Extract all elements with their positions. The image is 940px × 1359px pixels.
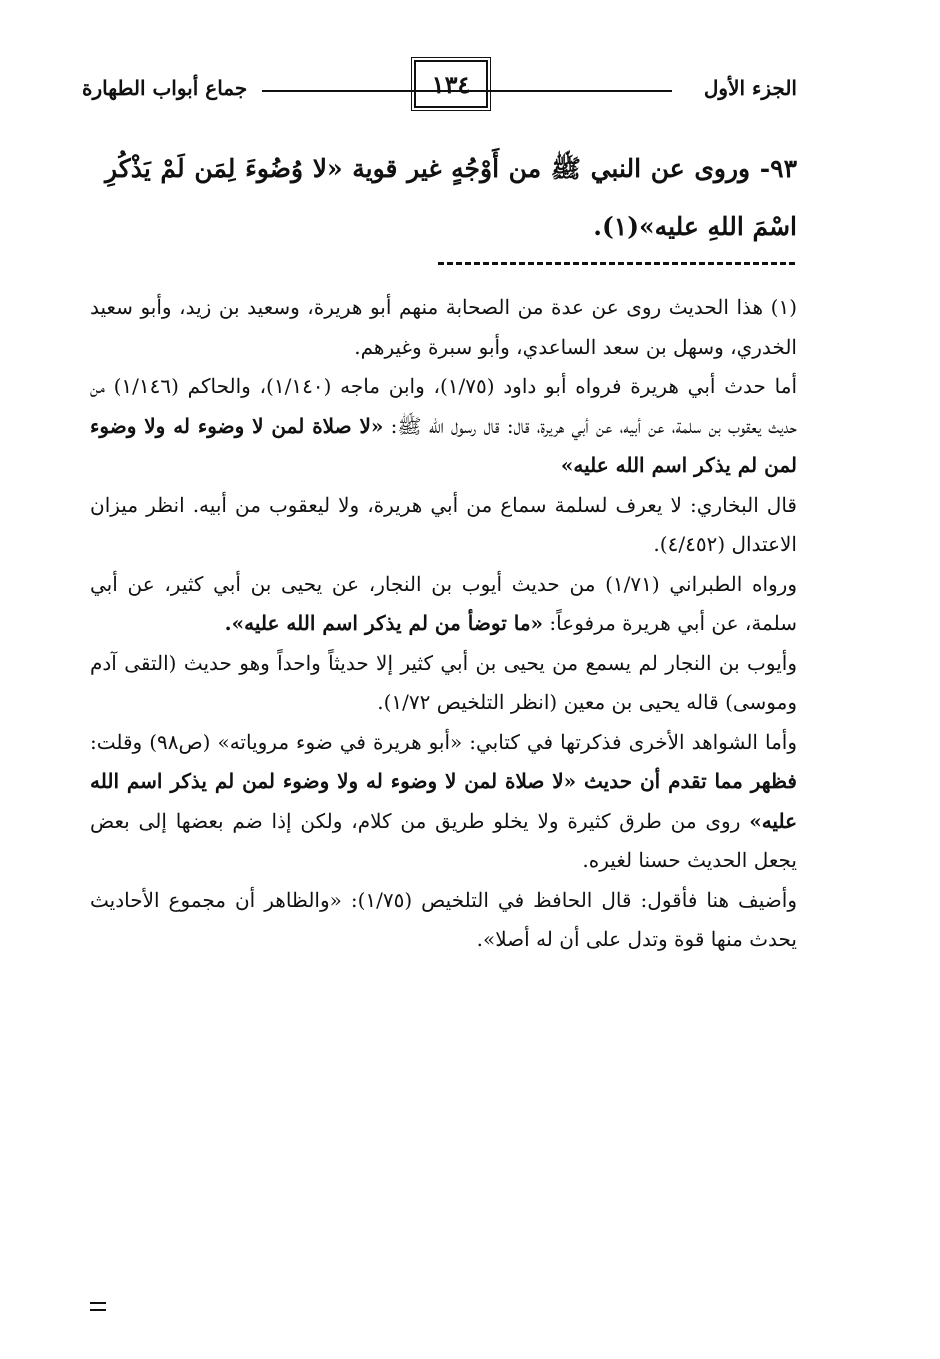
footnotes [90,288,797,960]
footnote-text: وأما الشواهد الأخرى فذكرتها في كتابي: «أبو هريرة في ضوء مروياته» (ص٩٨) وقلت: [90,729,797,754]
footnote-paragraph: (١) هذا الحديث روى عن عدة من الصحابة منهم أبو هريرة، وسعيد بن زيد، وأبو سعيد الخدري، وسهل بن سعد الساعدي، وأبو سبرة وغيرهم. [90,295,797,359]
running-header [82,70,797,120]
footnote-text: ورواه الطبراني (١/٧١) من حديث أيوب بن النجار، عن يحيى بن أبي كثير، عن أبي سلمة، عن أبي هريرة مرفوعاً: [90,571,798,635]
page-number: ١٣٤ [414,60,488,108]
footnote-paragraph: وأيوب بن النجار لم يسمع من يحيى بن أبي كثير إلا حديثاً واحداً وهو حديث (التقى آدم وموسى) قاله يحيى بن معين (انظر التلخيص ١/٧٢). [90,650,797,714]
footnote-paragraph [90,565,797,644]
footnote-quote: «ما توضأ من لم يذكر اسم الله عليه». [224,611,544,635]
end-mark [90,1302,106,1311]
footnote-paragraph [90,723,797,881]
footnote-quote: «لا صلاة لمن لا وضوء له ولا وضوء لمن لم يذكر اسم الله عليه» [90,413,797,477]
header-rule-right [472,90,672,92]
footnote-paragraph [90,367,797,486]
footnote-quote: فظهر مما تقدم أن حديث «لا صلاة لمن لا وضوء له ولا وضوء لمن لم يذكر اسم الله عليه» [90,769,798,833]
footnote-text: أما حدث أبي هريرة فرواه أبو داود (١/٧٥)، وابن ماجه (١/١٤٠)، والحاكم (١/١٤٦) من حديث يعقوب بن سلمة، عن أبيه، عن أبي هريرة، قال: قال رسول الله ﷺ: [90,374,798,438]
book-part-label: الجزء الأول [703,76,797,100]
hadith-paragraph: ٩٣- وروى عن النبي ﷺ من أَوْجُهٍ غير قوية «لا وُضُوءَ لِمَن لَمْ يَذْكُرِ اسْمَ اللهِ عليه»(١). [105,154,797,241]
header-rule-left [262,90,487,92]
footnote-paragraph: وأضيف هنا فأقول: قال الحافظ في التلخيص (١/٧٥): «والظاهر أن مجموع الأحاديث يحدث منها قوة وتدل على أن له أصلا». [90,887,797,951]
footnote-paragraph: قال البخاري: لا يعرف لسلمة سماع من أبي هريرة، ولا ليعقوب من أبيه. انظر ميزان الاعتدال (٤/٤٥٢). [90,492,797,556]
footnote-separator [438,262,795,265]
footnote-text: روى من طرق كثيرة ولا يخلو طريق من كلام، ولكن إذا ضم بعضها إلى بعض يجعل الحديث حسنا لغيره. [90,808,797,872]
chapter-title: جماع أبواب الطهارة [82,76,248,100]
